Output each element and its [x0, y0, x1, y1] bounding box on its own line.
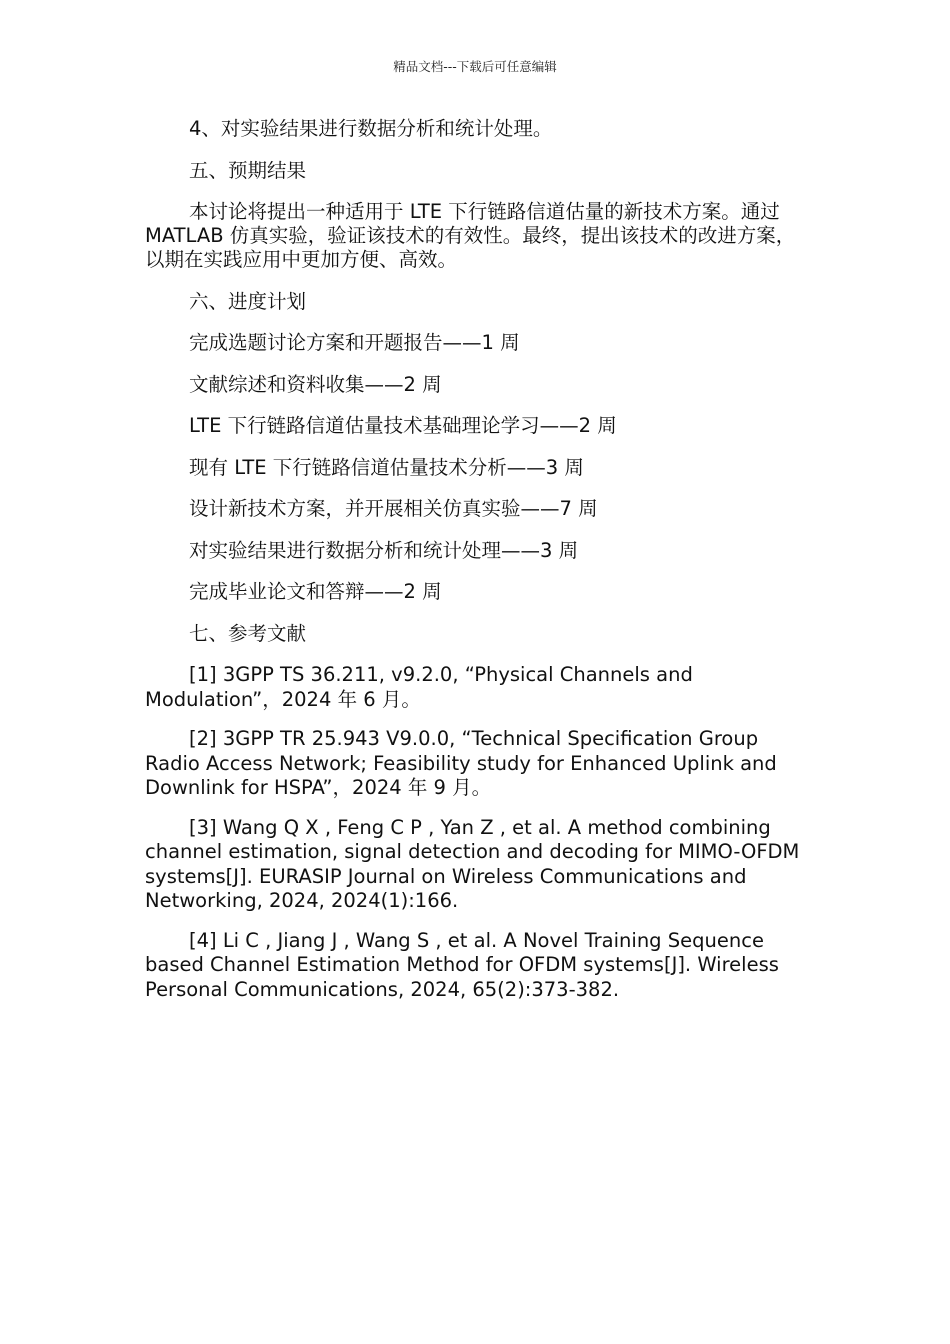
- schedule-item: 完成选题讨论方案和开题报告——1 周: [189, 331, 520, 354]
- schedule-item: 现有 LTE 下行链路信道估量技术分析——3 周: [189, 455, 584, 479]
- schedule-item: 完成毕业论文和答辩——2 周: [189, 580, 442, 603]
- schedule-item: 对实验结果进行数据分析和统计处理——3 周: [189, 538, 579, 562]
- section-heading-expected-results: 五、预期结果: [189, 158, 307, 182]
- section-heading-schedule: 六、进度计划: [189, 289, 307, 313]
- document-body: [145, 117, 810, 1017]
- page-header: 精品文档---下载后可任意编辑: [393, 59, 557, 74]
- section-heading-references: 七、参考文献: [189, 621, 307, 645]
- reference-item: [4] Li C , Jiang J , Wang S , et al. A Novel Training Sequence based Channel Estimation Method for OFDM systems[J]. Wireless Personal Communications, 2024, 65(2):373-382.: [145, 928, 779, 1001]
- reference-item: [2] 3GPP TR 25.943 V9.0.0, “Technical Specification Group Radio Access Network; Feasibility study for Enhanced Uplink and Downlink for HSPA”，2024 年 9 月。: [145, 727, 777, 799]
- paragraph-step-4: 4、对实验结果进行数据分析和统计处理。: [189, 117, 553, 140]
- schedule-item: 设计新技术方案，并开展相关仿真实验——7 周: [189, 497, 598, 520]
- schedule-item: LTE 下行链路信道估量技术基础理论学习——2 周: [189, 414, 617, 437]
- paragraph-expected-results: 本讨论将提出一种适用于 LTE 下行链路信道估量的新技术方案。通过 MATLAB 仿真实验，验证该技术的有效性。最终，提出该技术的改进方案，以期在实践应用中更加方便、高效。: [145, 200, 796, 271]
- reference-item: [3] Wang Q X , Feng C P , Yan Z , et al. A method combining channel estimation, signal detection and decoding for MIMO-OFDM systems[J]. EURASIP Journal on Wireless Communications and Networking, 2024, 2024(1):166.: [145, 815, 800, 912]
- reference-item: [1] 3GPP TS 36.211, v9.2.0, “Physical Channels and Modulation”，2024 年 6 月。: [145, 663, 693, 711]
- schedule-item: 文献综述和资料收集——2 周: [189, 372, 442, 396]
